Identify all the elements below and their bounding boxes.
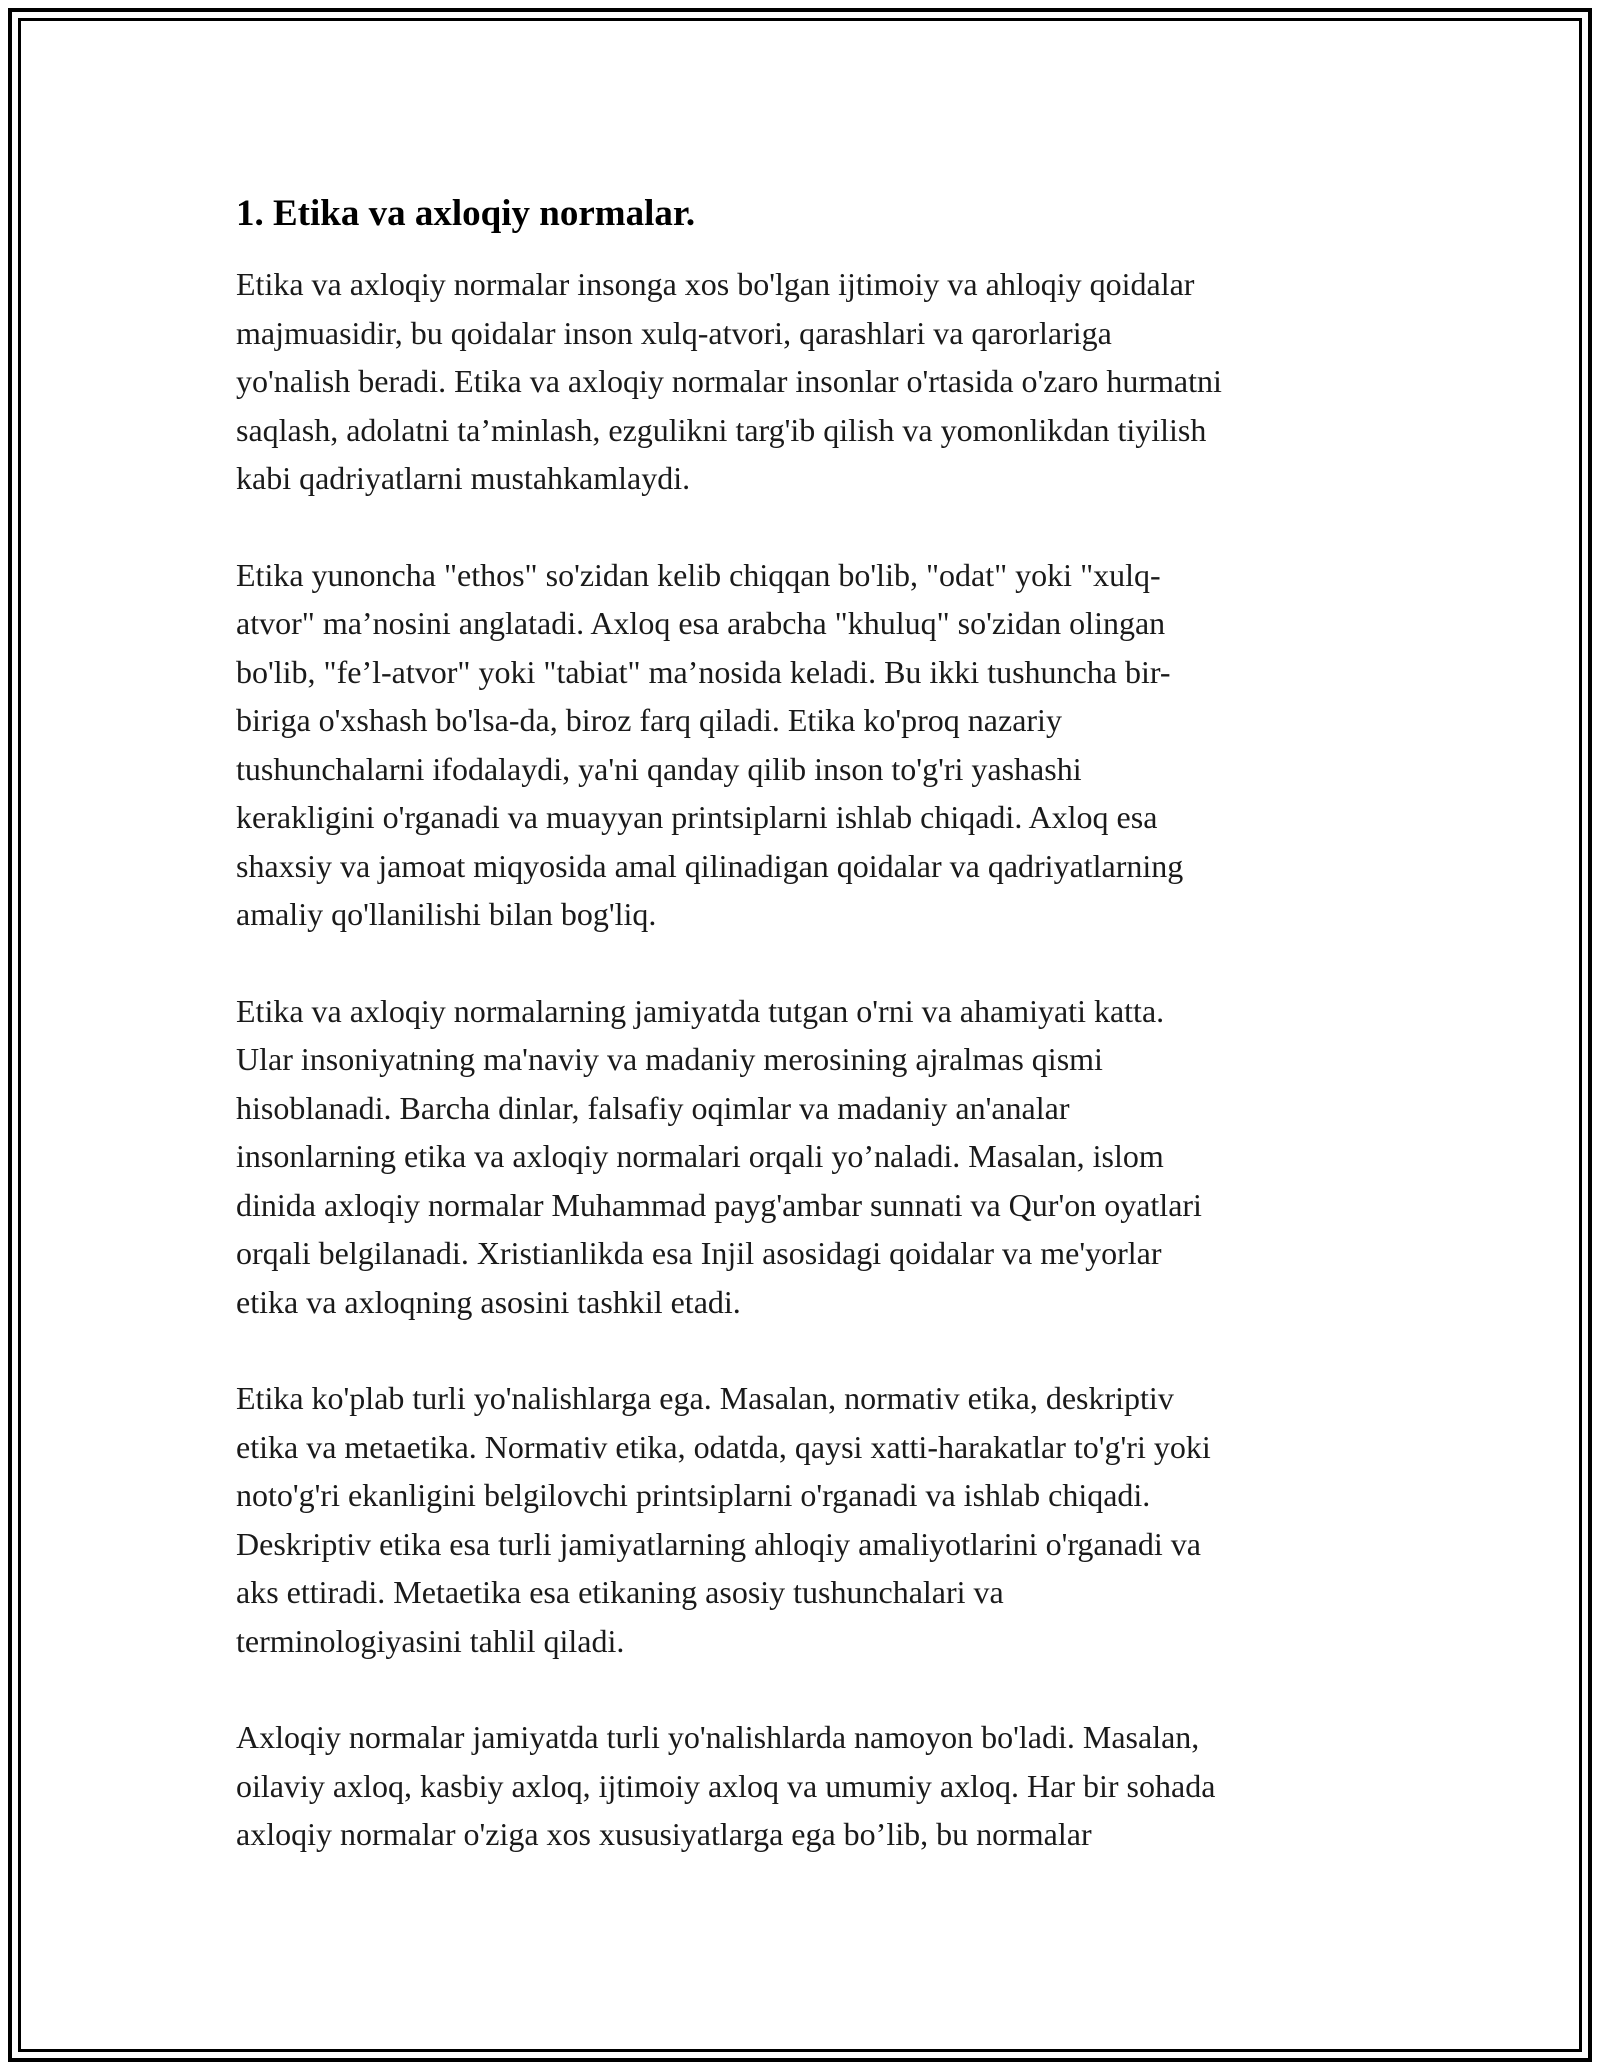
text-line: dinida axloqiy normalar Muhammad payg'ambar sunnati va Qur'on oyatlari	[236, 1186, 1202, 1223]
text-line: amaliy qo'llanilishi bilan bog'liq.	[236, 896, 657, 932]
text-line: biriga o'xshash bo'lsa-da, biroz farq qiladi. Etika ko'proq nazariy	[236, 702, 1062, 738]
paragraph-2	[236, 551, 1386, 939]
text-line: orqali belgilanadi. Xristianlikda esa Injil asosidagi qoidalar va me'yorlar	[236, 1235, 1162, 1271]
text-line: Axloqiy normalar jamiyatda turli yo'nalishlarda namoyon bo'ladi. Masalan,	[236, 1719, 1200, 1755]
text-line: Etika ko'plab turli yo'nalishlarga ega. Masalan, normativ etika, deskriptiv	[236, 1380, 1174, 1416]
text-line: etika va axloqning asosini tashkil etadi.	[236, 1283, 741, 1320]
text-line: Etika yunoncha "ethos" so'zidan kelib chiqqan bo'lib, "odat" yoki "xulq-	[236, 556, 1161, 593]
section-heading: 1. Etika va axloqiy normalar.	[236, 193, 696, 234]
text-line: kabi qadriyatlarni mustahkamlaydi.	[236, 460, 691, 496]
text-line: aks ettiradi. Metaetika esa etikaning asosiy tushunchalari va	[236, 1574, 1004, 1610]
text-line: atvor" ma’nosini anglatadi. Axloq esa arabcha "khuluq" so'zidan olingan	[236, 605, 1166, 641]
text-line: etika va metaetika. Normativ etika, odatda, qaysi xatti-harakatlar to'g'ri yoki	[236, 1428, 1211, 1465]
paragraph-5	[236, 1713, 1386, 1859]
text-line: majmuasidir, bu qoidalar inson xulq-atvori, qarashlari va qarorlariga	[236, 314, 1112, 351]
text-line: saqlash, adolatni ta’minlash, ezgulikni targ'ib qilish va yomonlikdan tiyilish	[236, 411, 1207, 448]
text-line: insonlarning etika va axloqiy normalari orqali yo’naladi. Masalan, islom	[236, 1138, 1164, 1174]
text-line: shaxsiy va jamoat miqyosida amal qilinadigan qoidalar va qadriyatlarning	[236, 847, 1184, 884]
text-line: Etika va axloqiy normalar insonga xos bo'lgan ijtimoiy va ahloqiy qoidalar	[236, 266, 1195, 302]
document-body	[236, 188, 1386, 1907]
text-line: yo'nalish beradi. Etika va axloqiy normalar insonlar o'rtasida o'zaro hurmatni	[236, 363, 1222, 399]
text-line: tushunchalarni ifodalaydi, ya'ni qanday qilib inson to'g'ri yashashi	[236, 750, 1082, 787]
text-line: bo'lib, "fe’l-atvor" yoki "tabiat" ma’nosida keladi. Bu ikki tushuncha bir-	[236, 653, 1171, 690]
text-line: axloqiy normalar o'ziga xos xususiyatlarga ega bo’lib, bu normalar	[236, 1816, 1092, 1852]
paragraph-3	[236, 987, 1386, 1327]
text-line: Deskriptiv etika esa turli jamiyatlarning ahloqiy amaliyotlarini o'rganadi va	[236, 1525, 1201, 1562]
text-line: noto'g'ri ekanligini belgilovchi printsiplarni o'rganadi va ishlab chiqadi.	[236, 1477, 1151, 1513]
text-line: Ular insoniyatning ma'naviy va madaniy merosining ajralmas qismi	[236, 1041, 1103, 1077]
paragraph-1	[236, 260, 1386, 503]
paragraph-4	[236, 1374, 1386, 1665]
text-line: terminologiyasini tahlil qiladi.	[236, 1622, 625, 1659]
text-line: kerakligini o'rganadi va muayyan printsiplarni ishlab chiqadi. Axloq esa	[236, 799, 1158, 835]
text-line: oilaviy axloq, kasbiy axloq, ijtimoiy axloq va umumiy axloq. Har bir sohada	[236, 1767, 1216, 1804]
text-line: hisoblanadi. Barcha dinlar, falsafiy oqimlar va madaniy an'analar	[236, 1089, 1070, 1126]
text-line: Etika va axloqiy normalarning jamiyatda tutgan o'rni va ahamiyati katta.	[236, 992, 1165, 1029]
